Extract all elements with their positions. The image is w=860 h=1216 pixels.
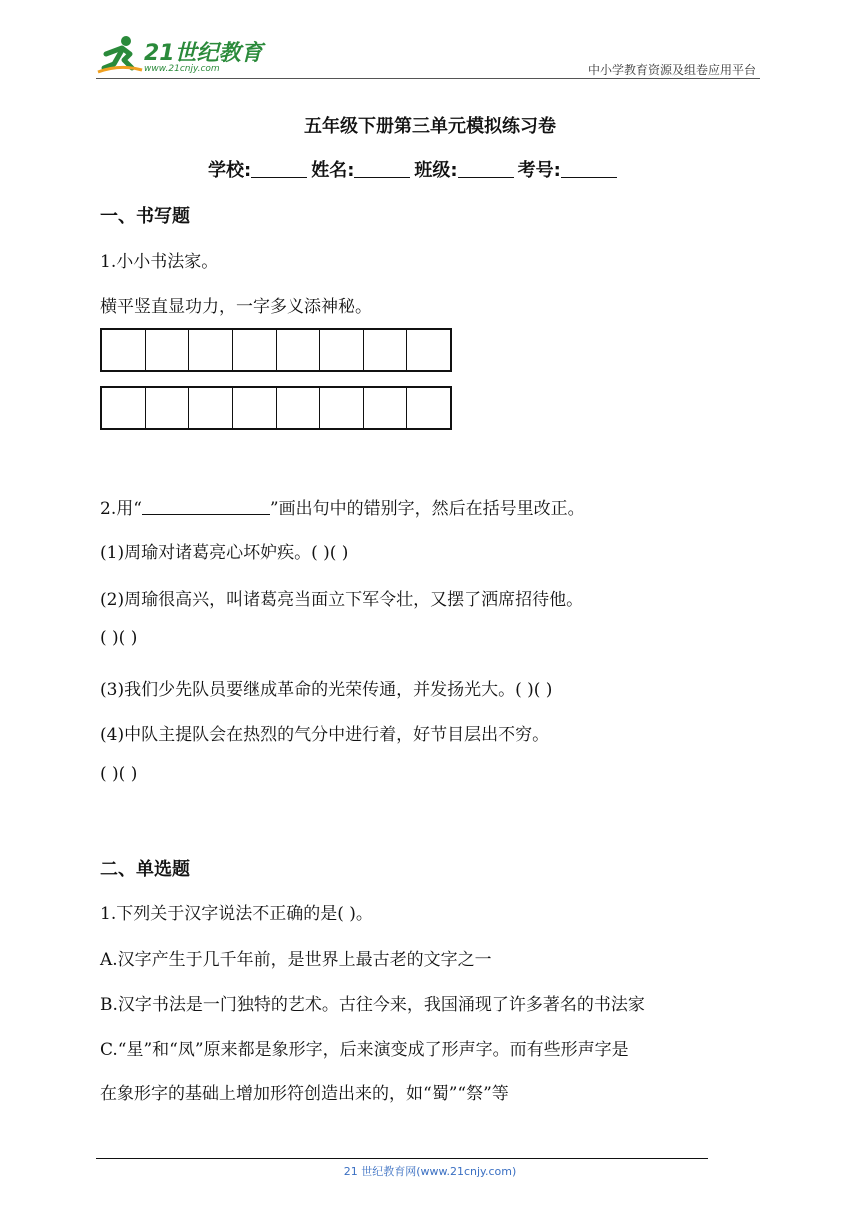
logo-text: 21世纪教育 (144, 41, 263, 66)
writing-grid-row-1[interactable] (100, 328, 452, 372)
question-2-item-4: (4)中队主提队会在热烈的气分中进行着，好节目层出不穷。 (100, 725, 550, 745)
runner-logo-icon (96, 34, 144, 76)
question-2-item-2: (2)周瑜很高兴，叫诸葛亮当面立下军令壮，又摆了洒席招待他。 (100, 590, 584, 610)
grid-cell[interactable] (233, 388, 277, 428)
question-2-prefix: 2.用“ (100, 499, 142, 519)
logo-url: www.21cnjy.com (144, 64, 220, 74)
grid-cell[interactable] (102, 330, 146, 370)
page-title: 五年级下册第三单元模拟练习卷 (304, 116, 556, 137)
grid-cell[interactable] (233, 330, 277, 370)
school-blank[interactable] (251, 159, 307, 178)
platform-name: 中小学教育资源及组卷应用平台 (587, 63, 756, 77)
name-blank[interactable] (354, 159, 410, 178)
student-info-line (208, 156, 621, 182)
grid-cell[interactable] (320, 388, 364, 428)
grid-cell[interactable] (407, 330, 450, 370)
section-heading-single-choice: 二、单选题 (100, 859, 190, 880)
option-a[interactable]: A.汉字产生于几千年前，是世界上最古老的文字之一 (100, 950, 492, 970)
question-2-item-1: (1)周瑜对诸葛亮心坏妒疾。( )( ) (100, 543, 349, 563)
grid-cell[interactable] (189, 388, 233, 428)
option-c[interactable]: C.“星”和“凤”原来都是象形字，后来演变成了形声字。而有些形声字是 (100, 1040, 629, 1060)
class-blank[interactable] (458, 159, 514, 178)
name-label: 姓名: (311, 160, 355, 181)
grid-cell[interactable] (277, 330, 321, 370)
question-2-item-3: (3)我们少先队员要继成革命的光荣传通，并发扬光大。( )( ) (100, 680, 553, 700)
grid-cell[interactable] (364, 388, 408, 428)
grid-cell[interactable] (146, 388, 190, 428)
logo (96, 34, 266, 78)
question-1-stem: 1.小小书法家。 (100, 252, 219, 272)
grid-cell[interactable] (320, 330, 364, 370)
footer-divider (96, 1158, 708, 1159)
underline-sample (142, 500, 270, 515)
writing-grid-row-2[interactable] (100, 386, 452, 430)
question-2-item-4-answer[interactable]: ( )( ) (100, 764, 138, 784)
option-b[interactable]: B.汉字书法是一门独特的艺术。古往今来，我国涌现了许多著名的书法家 (100, 995, 645, 1015)
exam-no-blank[interactable] (561, 159, 617, 178)
choice-question-1-stem: 1.下列关于汉字说法不正确的是( )。 (100, 904, 373, 924)
class-label: 班级: (414, 160, 458, 181)
page-header (96, 30, 760, 80)
header-divider (96, 78, 760, 79)
exam-no-label: 考号: (517, 160, 561, 181)
grid-cell[interactable] (407, 388, 450, 428)
question-2-item-2-answer[interactable]: ( )( ) (100, 628, 138, 648)
grid-cell[interactable] (277, 388, 321, 428)
section-heading-writing: 一、书写题 (100, 206, 190, 227)
option-c-continued: 在象形字的基础上增加形符创造出来的，如“蜀”“祭”等 (100, 1084, 509, 1104)
school-label: 学校: (208, 160, 252, 181)
question-2-stem (100, 494, 585, 519)
grid-cell[interactable] (102, 388, 146, 428)
question-1-text: 横平竖直显功力，一字多义添神秘。 (100, 297, 372, 317)
question-2-suffix: ”画出句中的错别字，然后在括号里改正。 (269, 499, 585, 519)
grid-cell[interactable] (146, 330, 190, 370)
grid-cell[interactable] (364, 330, 408, 370)
grid-cell[interactable] (189, 330, 233, 370)
footer-link[interactable]: 21 世纪教育网(www.21cnjy.com) (343, 1165, 517, 1178)
